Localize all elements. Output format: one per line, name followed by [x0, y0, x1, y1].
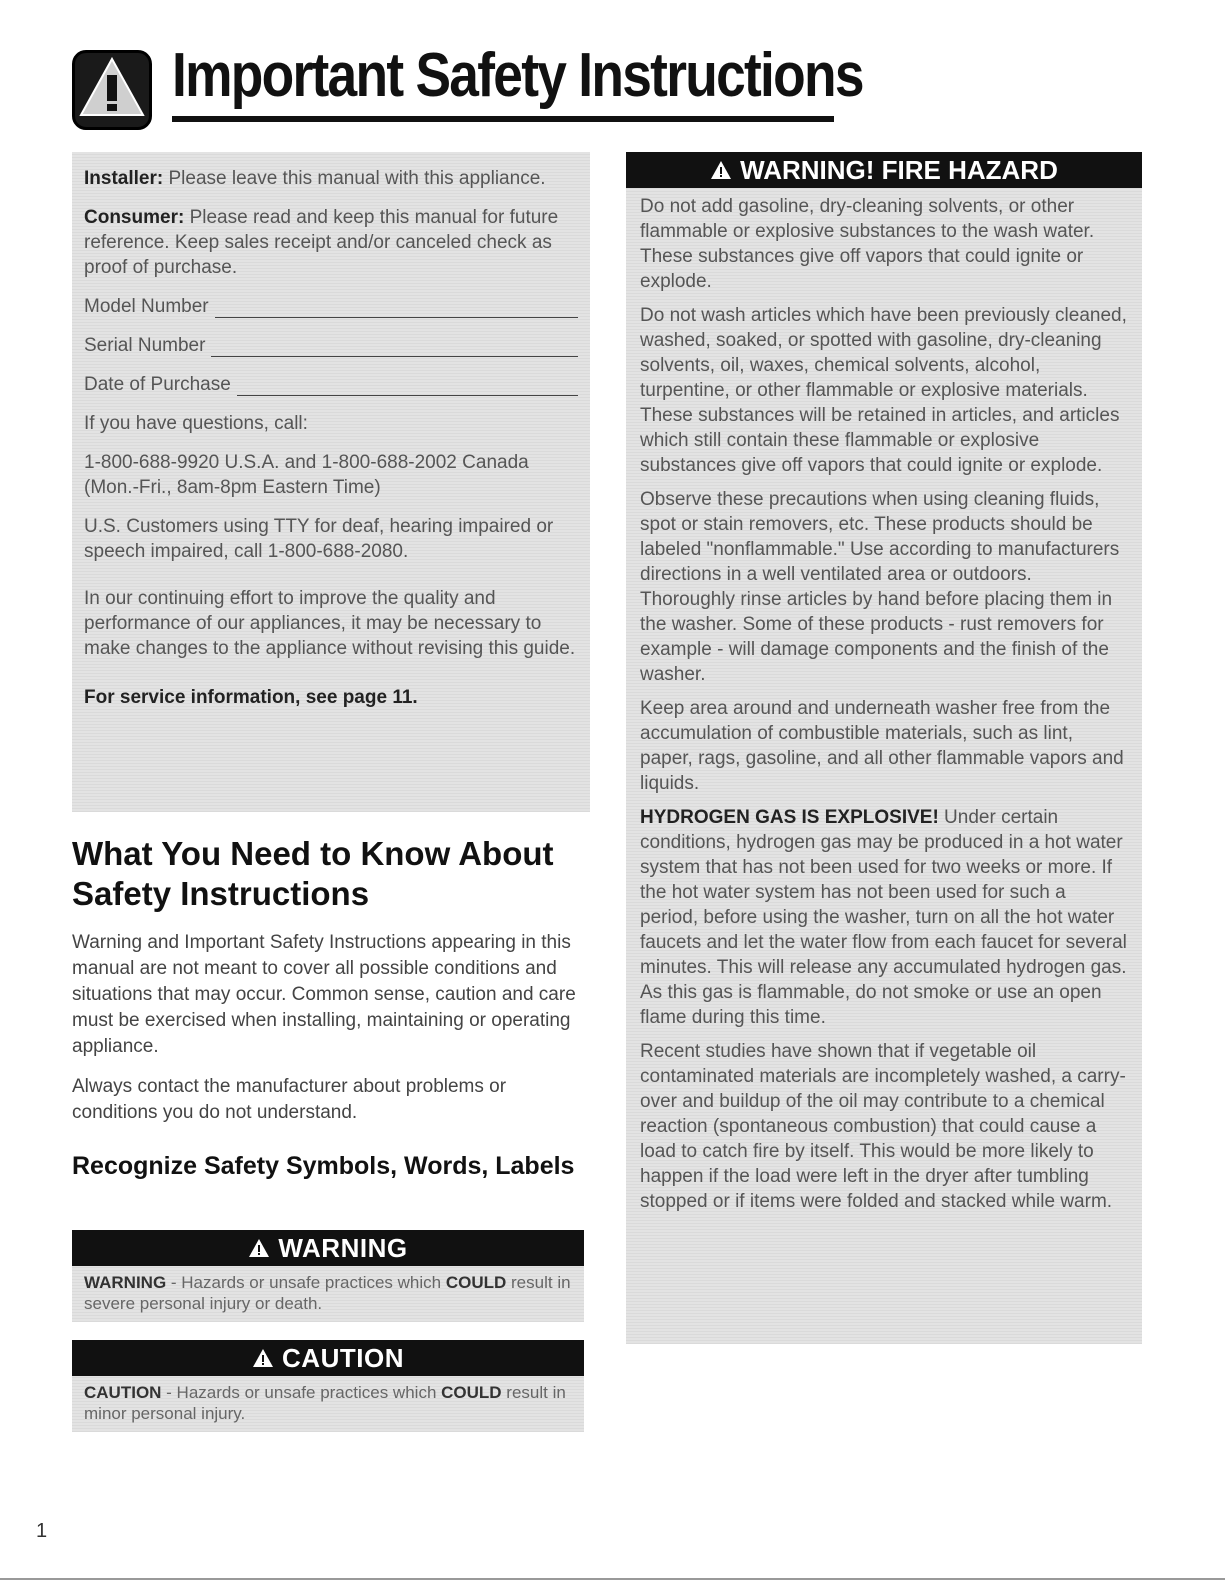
owner-info-box: [72, 152, 590, 812]
fire-paragraph-3: Observe these precautions when using cleaning fluids, spot or stain removers, etc. These products should be labeled "nonflammable." Use according to manufacturers directions in a well ventilated area or outdoors. Thoroughly rinse articles by hand before placing them in the washer. Some of these products - rust removers for example - will damage components and the finish of the washer.: [640, 489, 1120, 685]
symbols-subheading: Recognize Safety Symbols, Words, Labels: [72, 1152, 575, 1180]
caution-label-header: CAUTION: [72, 1340, 584, 1376]
alert-triangle-icon: [248, 1238, 270, 1258]
warning-label: [72, 1230, 584, 1322]
warning-label-header: WARNING: [72, 1230, 584, 1266]
date-of-purchase-field[interactable]: Date of Purchase: [84, 372, 578, 396]
alert-triangle-icon: [252, 1348, 274, 1368]
section-paragraph-2: Always contact the manufacturer about problems or conditions you do not understand.: [72, 1076, 507, 1123]
bottom-rule: [0, 1578, 1225, 1580]
service-info-link[interactable]: For service information, see page 11.: [84, 687, 418, 708]
fire-paragraph-5: HYDROGEN GAS IS EXPLOSIVE! Under certain conditions, hydrogen gas may be produced in a hot water system that has not been used for two weeks or more. If the hot water system has not been used for such a period, before using the washer, turn on all the hot water faucets and let the water flow from each faucet for several minutes. This will release any accumulated hydrogen gas. As this gas is flammable, do not smoke or use an open flame during this time.: [640, 807, 1127, 1028]
fire-hazard-warning-box: [626, 152, 1142, 1344]
section-heading: What You Need to Know About Safety Instructions: [72, 835, 554, 912]
model-number-field[interactable]: Model Number: [84, 294, 578, 318]
questions-text: If you have questions, call:: [84, 413, 308, 434]
title-underline: [172, 116, 834, 122]
page-title: Important Safety Instructions: [172, 41, 863, 110]
consumer-note: Consumer: Please read and keep this manual for future reference. Keep sales receipt and/or canceled check as proof of purchase.: [84, 207, 559, 278]
serial-number-field[interactable]: Serial Number: [84, 333, 578, 357]
fire-hazard-header: WARNING! FIRE HAZARD: [626, 152, 1142, 188]
page-number: 1: [36, 1520, 48, 1542]
installer-note: Installer: Please leave this manual with this appliance.: [84, 168, 546, 189]
caution-label: [72, 1340, 584, 1432]
alert-triangle-icon: [710, 160, 732, 180]
fire-paragraph-6: Recent studies have shown that if vegetable oil contaminated materials are incompletely washed, a carry-over and buildup of the oil may contribute to a chemical reaction (spontaneous combustion) that could cause a load to catch fire by itself. This would be more likely to happen if the load were left in the dryer after tumbling stopped or if items were folded and stacked while warm.: [640, 1041, 1126, 1212]
page-header: [72, 40, 863, 135]
caution-label-body: CAUTION - Hazards or unsafe practices which COULD result in minor personal injury.: [72, 1376, 584, 1432]
phone-numbers: 1-800-688-9920 U.S.A. and 1-800-688-2002 Canada (Mon.-Fri., 8am-8pm Eastern Time): [84, 452, 529, 498]
warning-label-body: WARNING - Hazards or unsafe practices which COULD result in severe personal injury or death.: [72, 1266, 584, 1322]
fire-paragraph-1: Do not add gasoline, dry-cleaning solvents, or other flammable or explosive substances to the wash water. These substances give off vapors that could ignite or explode.: [640, 196, 1095, 292]
fire-paragraph-2: Do not wash articles which have been previously cleaned, washed, soaked, or spotted with gasoline, dry-cleaning solvents, oil, waxes, chemical solvents, alcohol, turpentine, or other flammable or explosive materials. These substances will be retained in articles, and articles which still contain these flammable or explosive substances give off vapors that could ignite or explode.: [640, 305, 1127, 476]
tty-text: U.S. Customers using TTY for deaf, hearing impaired or speech impaired, call 1-800-688-2080.: [84, 516, 554, 562]
section-paragraph-1: Warning and Important Safety Instructions appearing in this manual are not meant to cover all possible conditions and situations that may occur. Common sense, caution and care must be exercised when installing, maintaining or operating appliance.: [72, 932, 576, 1057]
warning-triangle-icon: [72, 50, 152, 130]
improvement-note: In our continuing effort to improve the quality and performance of our appliances, it may be necessary to make changes to the appliance without revising this guide.: [84, 588, 576, 659]
fire-paragraph-4: Keep area around and underneath washer free from the accumulation of combustible materials, such as lint, paper, rags, gasoline, and all other flammable vapors and liquids.: [640, 698, 1124, 794]
